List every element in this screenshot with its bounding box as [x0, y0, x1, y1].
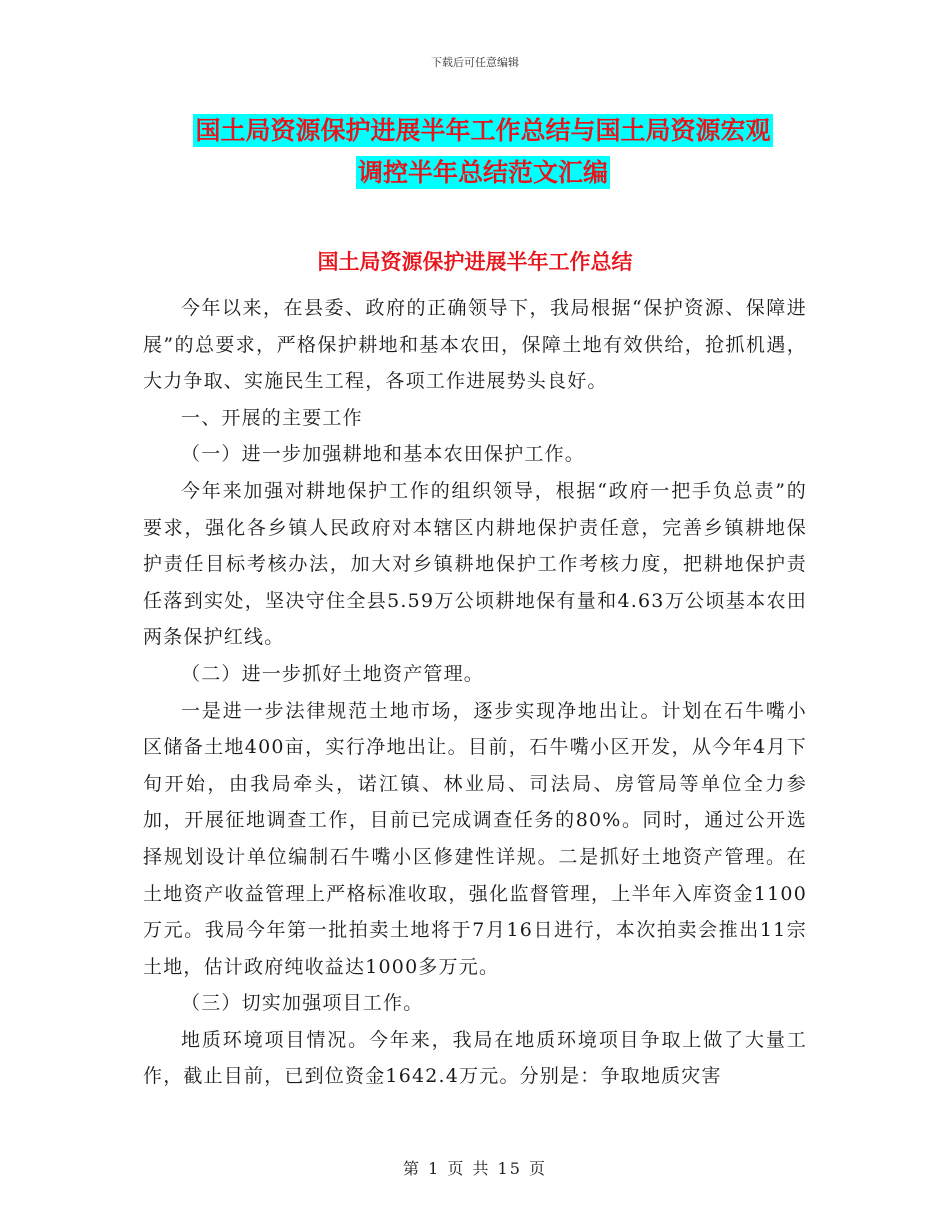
paragraph-projects: 地质环境项目情况。今年来，我局在地质环境项目争取上做了大量工作，截止目前，已到位资金1642.4万元。分别是：争取地质灾害	[143, 1028, 807, 1088]
document-title-line-2: 调控半年总结范文汇编	[357, 158, 608, 187]
document-title	[143, 110, 823, 194]
section-title: 国土局资源保护进展半年工作总结	[317, 250, 633, 274]
page-footer: 第 1 页 共 15 页	[403, 1159, 547, 1178]
header-note: 下载后可任意编辑	[431, 56, 519, 69]
subheading-2: （二）进一步抓好土地资产管理。	[181, 662, 485, 685]
document-title-line-1: 国土局资源保护进展半年工作总结与国土局资源宏观	[195, 116, 771, 145]
paragraph-farmland: 今年来加强对耕地保护工作的组织领导，根据“政府一把手负总责”的要求，强化各乡镇人民政府对本辖区内耕地保护责任意，完善乡镇耕地保护责任目标考核办法，加大对乡镇耕地保护工作考核力度，把耕地保护责任落到实处，坚决守住全县5.59万公顷耕地保有量和4.63万公顷基本农田两条保护红线。	[143, 479, 807, 649]
subheading-1: （一）进一步加强耕地和基本农田保护工作。	[181, 443, 586, 466]
paragraph-land-assets: 一是进一步法律规范土地市场，逐步实现净地出让。计划在石牛嘴小区储备土地400亩，实行净地出让。目前，石牛嘴小区开发，从今年4月下旬开始，由我局牵头，诺江镇、林业局、司法局、房管局等单位全力参加，开展征地调查工作，目前已完成调查任务的80%。同时，通过公开选择规划设计单位编制石牛嘴小区修建性详规。二是抓好土地资产管理。在土地资产收益管理上严格标准收取，强化监督管理，上半年入库资金1100万元。我局今年第一批拍卖土地将于7月16日进行，本次拍卖会推出11宗土地，估计政府纯收益达1000多万元。	[143, 699, 807, 978]
heading-main-work: 一、开展的主要工作	[181, 406, 363, 429]
paragraph-intro: 今年以来，在县委、政府的正确领导下，我局根据“保护资源、保障进展”的总要求，严格保护耕地和基本农田，保障土地有效供给，抢抓机遇，大力争取、实施民生工程，各项工作进展势头良好。	[143, 297, 807, 393]
document-body	[143, 290, 807, 1095]
subheading-3: （三）切实加强项目工作。	[181, 992, 424, 1015]
